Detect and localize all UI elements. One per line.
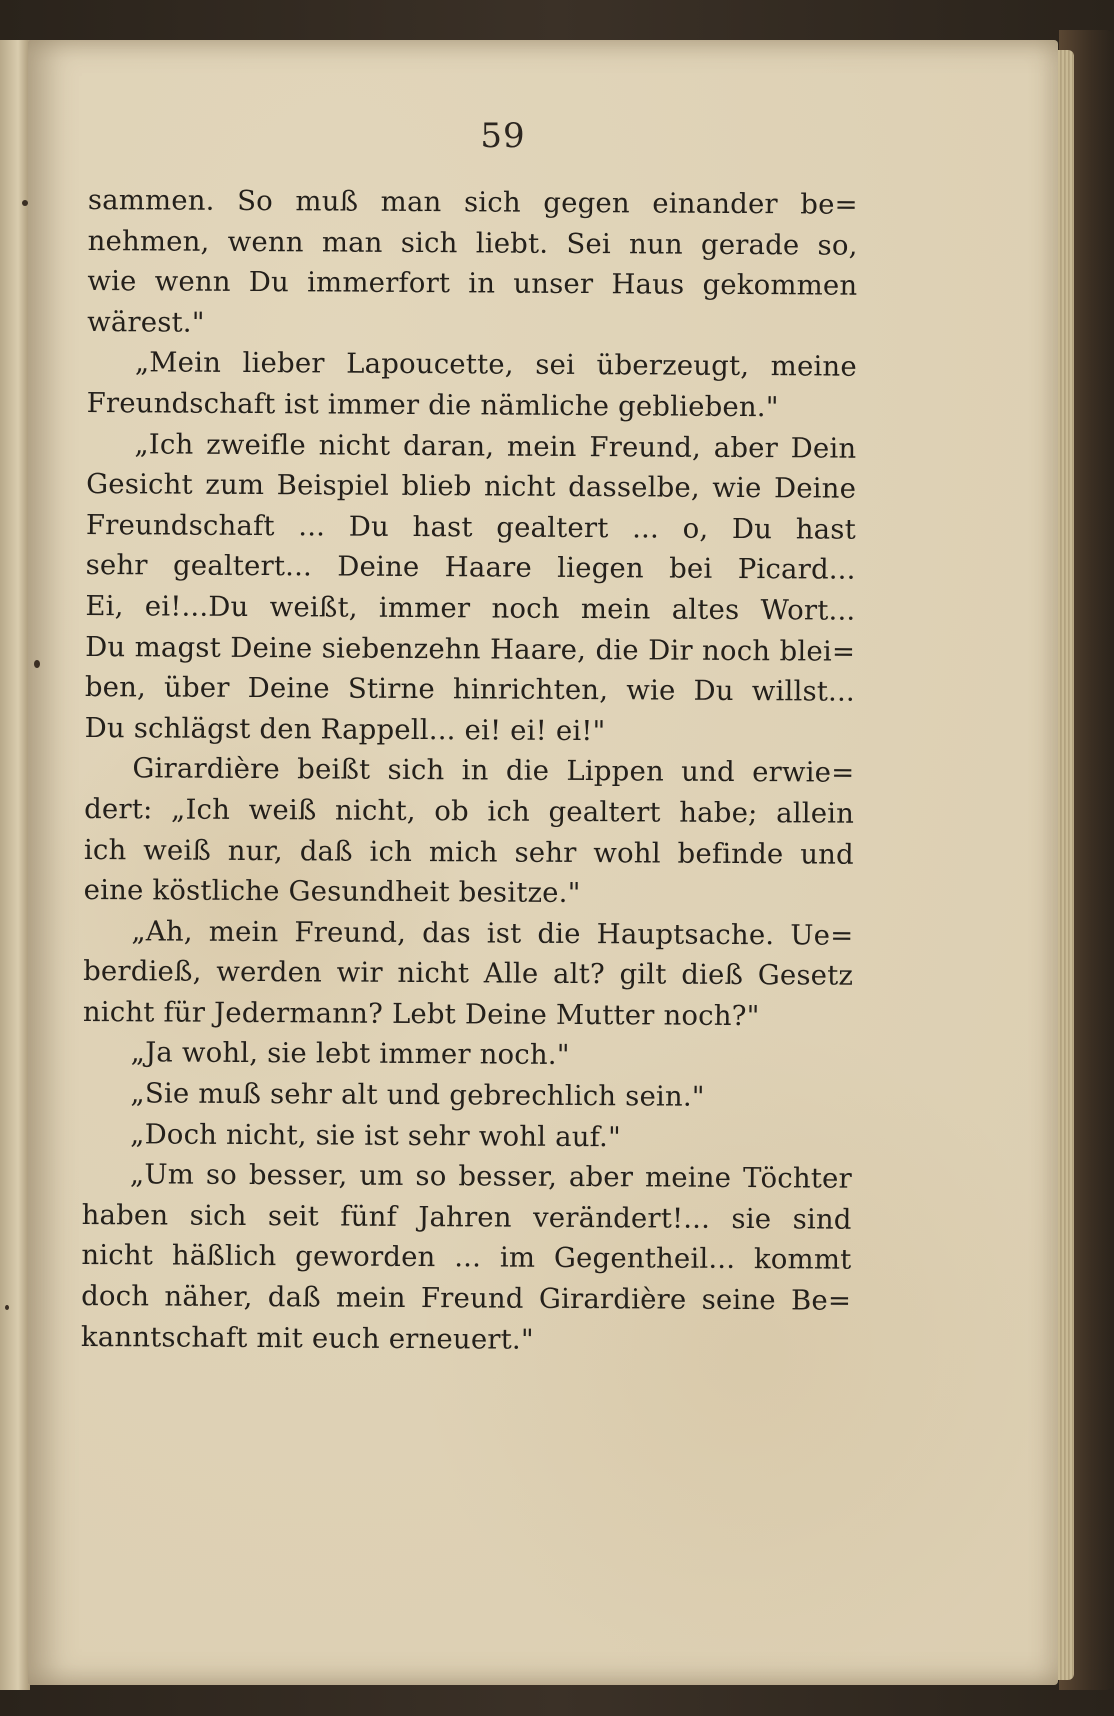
- text-line: „Um so besser, um so besser, aber meine Töchter: [129, 1158, 853, 1195]
- text-line: Du schlägst den Rappell... ei! ei! ei!": [84, 711, 606, 747]
- book-page: [28, 40, 1058, 1685]
- text-line: berdieß, werden wir nicht Alle alt? gilt dieß Gesetz: [83, 955, 854, 992]
- text-line: dert: „Ich weiß nicht, ob ich gealtert habe; allein: [84, 792, 855, 830]
- text-line: Du magst Deine siebenzehn Haare, die Dir noch blei=: [85, 630, 856, 668]
- text-line: eine köstliche Gesundheit besitze.": [83, 874, 581, 910]
- text-line: doch näher, daß mein Freund Girardière seine Be=: [81, 1280, 852, 1317]
- ink-speck: [22, 200, 28, 206]
- text-line: „Doch nicht, sie ist sehr wohl auf.": [130, 1117, 621, 1153]
- text-line: sehr gealtert... Deine Haare liegen bei Picard...: [85, 549, 856, 587]
- text-line: kanntschaft mit euch erneuert.": [80, 1320, 534, 1356]
- text-line: ben, über Deine Stirne hinrichten, wie Du willst...: [84, 671, 855, 708]
- text-line: „Ah, mein Freund, das ist die Hauptsache. Ue=: [131, 914, 854, 952]
- text-line: sammen. So muß man sich gegen einander be=: [87, 183, 858, 221]
- ink-speck: [34, 660, 40, 668]
- text-line: nehmen, wenn man sich liebt. Sei nun gerade so,: [87, 224, 858, 262]
- text-line: wie wenn Du immerfort in unser Haus gekommen: [87, 265, 858, 302]
- text-line: nicht für Jedermann? Lebt Deine Mutter noch?": [82, 995, 760, 1032]
- text-line: Gesicht zum Beispiel blieb nicht dasselbe, wie Deine: [86, 468, 857, 505]
- ink-speck: [5, 1305, 9, 1310]
- facing-page-edge: [0, 40, 30, 1690]
- text-line: haben sich seit fünf Jahren verändert!... sie sind: [81, 1198, 852, 1236]
- text-line: Girardière beißt sich in die Lippen und erwie=: [132, 752, 855, 790]
- text-line: „Mein lieber Lapoucette, sei überzeugt, meine: [134, 346, 857, 384]
- text-line: „Ich zweifle nicht daran, mein Freund, aber Dein: [134, 427, 857, 465]
- text-line: ich weiß nur, daß ich mich sehr wohl befinde und: [83, 833, 854, 871]
- body-text: [81, 180, 858, 1362]
- text-line: „Ja wohl, sie lebt immer noch.": [130, 1036, 570, 1072]
- text-line: Ei, ei!...Du weißt, immer noch mein altes Wort...: [85, 589, 856, 627]
- page-number: 59: [480, 116, 526, 156]
- text-line: Freundschaft ... Du hast gealtert ... o, Du hast: [85, 508, 856, 546]
- text-line: nicht häßlich geworden ... im Gegentheil... kommt: [81, 1239, 852, 1277]
- text-line: wärest.": [87, 305, 205, 339]
- text-line: „Sie muß sehr alt und gebrechlich sein.": [130, 1077, 705, 1113]
- text-line: Freundschaft ist immer die nämliche geblieben.": [86, 386, 779, 424]
